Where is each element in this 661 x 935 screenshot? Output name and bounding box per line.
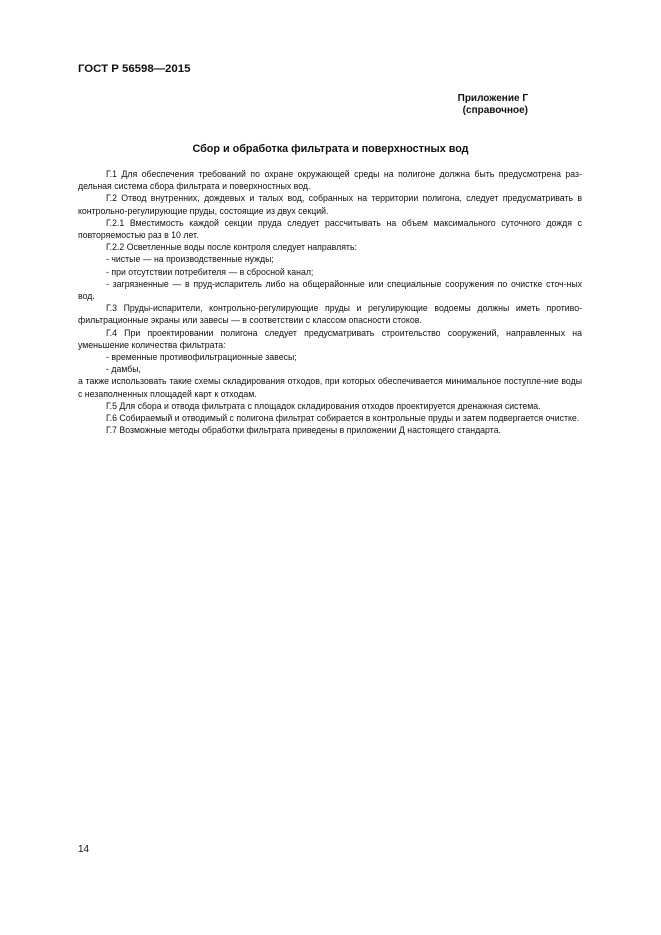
paragraph-g2-1: Г.2.1 Вместимость каждой секции пруда следует рассчитывать на объем максимального суточного дождя с повторяемостью раз в 10 лет.	[78, 217, 582, 241]
list-item: - загрязненные — в пруд-испаритель либо на общерайонные или специальные сооружения по очистке сточ-ных вод.	[78, 278, 582, 302]
annex-subtitle: (справочное)	[462, 105, 528, 116]
paragraph-g7: Г.7 Возможные методы обработки фильтрата приведены в приложении Д настоящего стандарта.	[106, 425, 501, 436]
paragraph-g6: Г.6 Собираемый и отводимый с полигона фильтрат собирается в контрольные пруды и затем подвергается очистке.	[106, 413, 580, 424]
paragraph-g2: Г.2 Отвод внутренних, дождевых и талых вод, собранных на территории полигона, следует предусматривать в контрольно-регулирующие пруды, состоящие из двух секций.	[78, 193, 582, 216]
paragraph-g4: Г.4 При проектировании полигона следует предусматривать строительство сооружений, направленных на уменьшение количества фильтрата:	[78, 327, 582, 350]
list-item: - временные противофильтрационные завесы;	[106, 352, 297, 363]
paragraph-continuation: а также использовать такие схемы складирования отходов, при которых обеспечивается минимальное поступле-ние воды с незаполненных площадей карт к отходам.	[78, 376, 582, 399]
annex-heading	[78, 93, 583, 117]
section-title: Сбор и обработка фильтрата и поверхностных вод	[192, 143, 469, 155]
list-item: - при отсутствии потребителя — в сбросной канал;	[106, 266, 314, 277]
list-item: - дамбы,	[106, 364, 141, 375]
paragraph-g1: Г.1 Для обеспечения требований по охране окружающей среды на полигоне должна быть предусмотрена раз-дельная система сбора фильтрата и поверхностных вод.	[78, 169, 582, 192]
list-item: - чистые — на производственные нужды;	[106, 254, 274, 265]
paragraph-g3: Г.3 Пруды-испарители, контрольно-регулирующие пруды и регулирующие водоемы должны иметь противо-фильтрационные экраны или завесы — в соответствии с классом опасности стоков.	[78, 303, 582, 326]
paragraph-g5: Г.5 Для сбора и отвода фильтрата с площадок складирования отходов проектируется дренажная система.	[106, 400, 541, 411]
document-body	[78, 168, 582, 436]
annex-title: Приложение Г	[457, 93, 528, 104]
paragraph-g2-2: Г.2.2 Осветленные воды после контроля следует направлять:	[106, 242, 357, 253]
document-code: ГОСТ Р 56598—2015	[78, 63, 191, 75]
page-number: 14	[78, 844, 90, 855]
